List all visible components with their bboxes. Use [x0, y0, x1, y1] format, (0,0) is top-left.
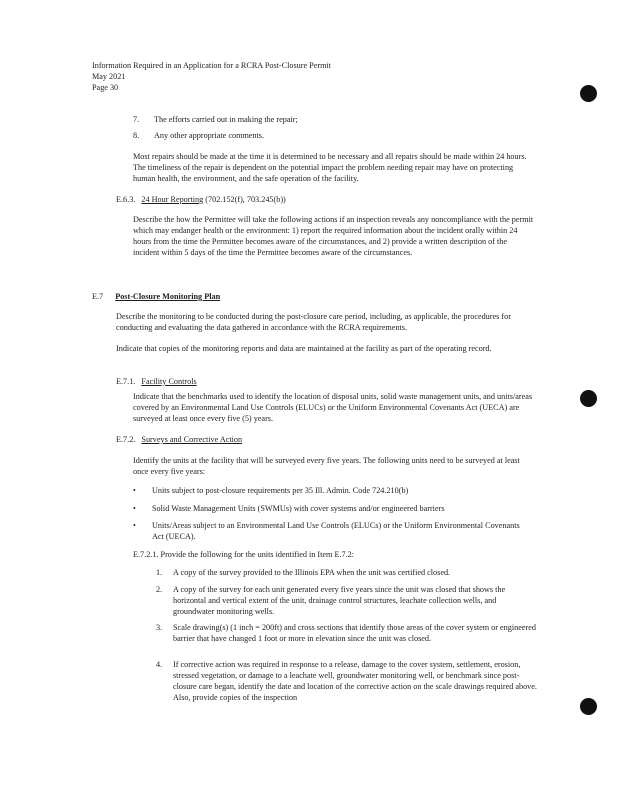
- list-item: Units/Areas subject to an Environmental Land Use Controls (ELUCs) or the Uniform Environmental Covenants Act (UECA).: [152, 521, 520, 541]
- binder-hole-top: [580, 85, 597, 102]
- list-item: 8. Any other appropriate comments.: [133, 131, 265, 140]
- e7-paragraph-2: Indicate that copies of the monitoring reports and data are maintained at the facility as part of the operating record.: [116, 344, 492, 353]
- e663-body: Describe the how the Permittee will take the following actions if an inspection reveals any noncompliance with the permit which may endanger health or the environment: 1) report the required information about the incident orally within 24 hours from the time the Permittee becomes aware of the circumstances, and 2) provide a written description of the incident within 5 days of the time the Permittee becomes aware of the circumstances.: [133, 215, 534, 257]
- list-item: A copy of the survey provided to the Illinois EPA when the unit was certified closed.: [173, 568, 451, 577]
- bullet-icon: •: [133, 486, 136, 495]
- header-date: May 2021: [92, 72, 126, 81]
- list-number: 3.: [156, 623, 163, 632]
- e71-body: Indicate that the benchmarks used to identify the location of disposal units, solid waste management units, and units/areas covered by an Environmental Land Use Controls (ELUCs) or the Uniform Environmental Covenants Act (UECA) are surveyed at least once every five (5) years.: [133, 392, 533, 423]
- list-item: A copy of the survey for each unit generated every five years since the unit was closed that shows the horizontal and vertical extent of the unit, drainage control structures, leachate collection wells, and groundwater monitoring wells.: [173, 585, 506, 616]
- heading-e72: E.7.2. Surveys and Corrective Action: [116, 435, 243, 444]
- header-title: Information Required in an Application for a RCRA Post-Closure Permit: [92, 61, 331, 70]
- heading-e71: E.7.1. Facility Controls: [116, 377, 197, 386]
- list-item: Units subject to post-closure requirements per 35 Ill. Admin. Code 724.210(b): [152, 486, 409, 495]
- list-number: 4.: [156, 660, 163, 669]
- list-item: Solid Waste Management Units (SWMUs) with cover systems and/or engineered barriers: [152, 504, 445, 513]
- list-item: If corrective action was required in response to a release, damage to the cover system, settlement, erosion, stressed vegetation, or damage to a leachate well, groundwater monitoring well, or benchmark since post-closure care began, identify the date and location of the corrective action on the scale drawings required above. Also, provide copies of the inspection: [173, 660, 537, 702]
- heading-e7: E.7 Post-Closure Monitoring Plan: [92, 292, 221, 301]
- e7-paragraph-1: Describe the monitoring to be conducted during the post-closure care period, including, as applicable, the procedures for conducting and evaluating the data gathered in accordance with the RCRA requirements.: [116, 312, 511, 332]
- list-item: 7. The efforts carried out in making the repair;: [133, 115, 298, 124]
- heading-e663: E.6.3. 24 Hour Reporting (702.152(f), 703.245(b)): [116, 195, 286, 204]
- e721-intro: E.7.2.1. Provide the following for the units identified in Item E.7.2:: [133, 550, 355, 559]
- list-item: Scale drawing(s) (1 inch = 200ft) and cross sections that identify those areas of the cover system or engineered barrier that have changed 1 foot or more in elevation since the unit was closed.: [173, 623, 536, 643]
- binder-hole-bottom: [580, 698, 597, 715]
- bullet-icon: •: [133, 504, 136, 513]
- e72-body: Identify the units at the facility that will be surveyed every five years. The following units need to be surveyed at least once every five years:: [133, 456, 520, 476]
- page-header: [92, 60, 542, 93]
- list-number: 2.: [156, 585, 163, 594]
- binder-hole-middle: [580, 390, 597, 407]
- header-page-number: Page 30: [92, 83, 119, 92]
- bullet-icon: •: [133, 521, 136, 530]
- list-number: 1.: [156, 568, 163, 577]
- repair-paragraph: Most repairs should be made at the time it is determined to be necessary and all repairs should be made within 24 hours. The timeliness of the repair is dependent on the potential impact the problem needing repair may have on protecting human health, the environment, and the safe operation of the facility.: [133, 152, 527, 183]
